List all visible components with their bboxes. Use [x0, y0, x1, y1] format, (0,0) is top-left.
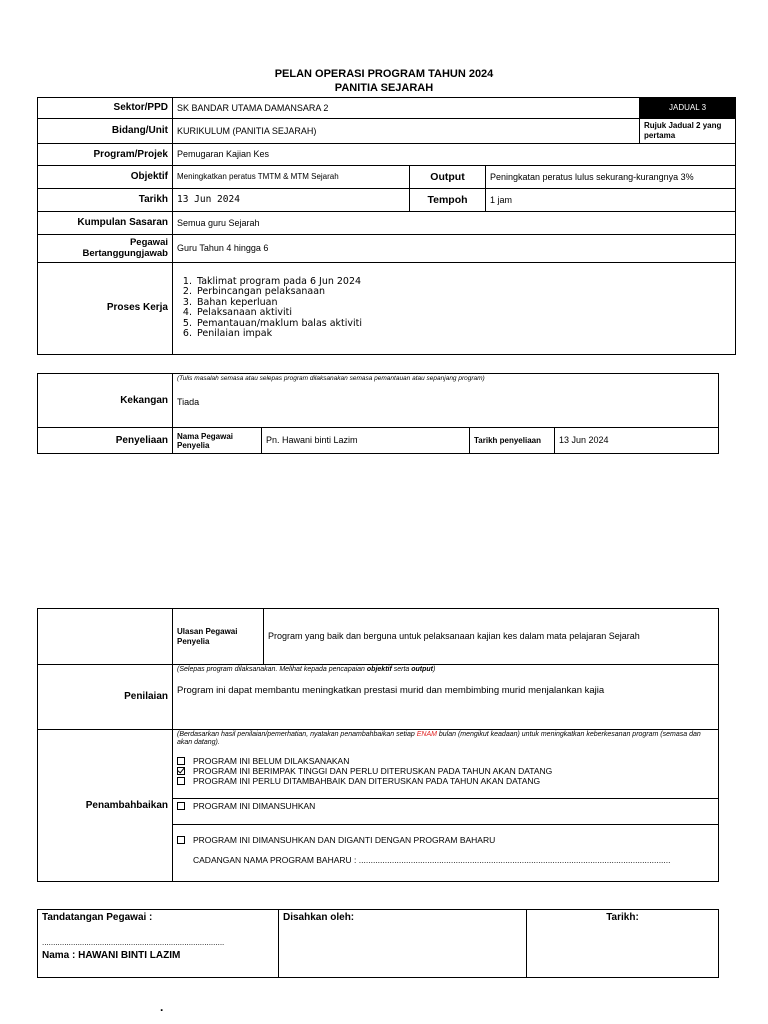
disahkan-label: Disahkan oleh: [279, 910, 527, 978]
penambahbaikan-options [177, 756, 714, 786]
rujuk-note: Rujuk Jadual 2 yang pertama [640, 119, 736, 144]
cadangan-line: CADANGAN NAMA PROGRAM BAHARU : .................................................................................................................................... [193, 855, 671, 865]
nama-pegawai-value: Pn. Hawani binti Lazim [262, 428, 470, 454]
kekangan-cell [173, 374, 719, 428]
nama-pegawai-label: Nama Pegawai Penyelia [173, 428, 262, 454]
penambahbaikan-note: (Berdasarkan hasil penilaian/pemerhatian, nyatakan penambahbaikan setiap ENAM bulan (mengikut keadaan) untuk meningkatkan keberkesanan program (semasa dan akan datang). [177, 731, 701, 746]
footer-mark: . [160, 1000, 164, 1014]
penilaian-table [37, 608, 719, 882]
jadual-badge: JADUAL 3 [640, 98, 736, 119]
sektor-value: SK BANDAR UTAMA DAMANSARA 2 [173, 98, 640, 119]
option-berimpak[interactable]: PROGRAM INI BERIMPAK TINGGI DAN PERLU DITERUSKAN PADA TAHUN AKAN DATANG [177, 766, 714, 776]
penambahbaikan-cell [173, 730, 719, 799]
tarikh-penyeliaan-label: Tarikh penyeliaan [470, 428, 555, 454]
proses-step: 3. Bahan keperluan [195, 298, 731, 309]
proses-step: 4. Pelaksanaan aktiviti [195, 308, 731, 319]
kekangan-table [37, 373, 719, 454]
objektif-label: Objektif [38, 166, 173, 189]
kekangan-label: Kekangan [38, 374, 173, 428]
proses-step: 1. Taklimat program pada 6 Jun 2024 [195, 277, 731, 288]
tarikh-value: 13 Jun 2024 [173, 189, 410, 212]
info-table [37, 97, 736, 355]
page-title: PELAN OPERASI PROGRAM TAHUN 2024 [274, 68, 494, 80]
checkbox-checked-icon[interactable] [177, 767, 185, 775]
penambahbaikan-label: Penambahbaikan [38, 730, 173, 882]
bidang-value: KURIKULUM (PANITIA SEJARAH) [173, 119, 640, 144]
proses-step: 2. Perbincangan pelaksanaan [195, 287, 731, 298]
checkbox-icon[interactable] [177, 836, 185, 844]
objektif-value: Meningkatkan peratus TMTM & MTM Sejarah [173, 166, 410, 189]
proses-label: Proses Kerja [38, 262, 173, 354]
pegawai-value: Guru Tahun 4 hingga 6 [173, 235, 736, 263]
tempoh-label: Tempoh [410, 189, 486, 212]
penilaian-value: Program ini dapat membantu meningkatkan prestasi murid dan membimbing murid menjalankan kajia [177, 685, 605, 697]
penyeliaan-label: Penyeliaan [38, 428, 173, 454]
ulasan-label: Ulasan Pegawai Penyelia [173, 609, 264, 665]
bidang-label: Bidang/Unit [38, 119, 173, 144]
signature-line: .................................................................................. [42, 938, 225, 947]
proses-step: 5. Pemantauan/maklum balas aktiviti [195, 319, 731, 330]
option-diganti[interactable]: PROGRAM INI DIMANSUHKAN DAN DIGANTI DENGAN PROGRAM BAHARU [177, 835, 714, 845]
pegawai-label: Pegawai Bertanggungjawab [38, 235, 173, 263]
checkbox-icon[interactable] [177, 757, 185, 765]
checkbox-icon[interactable] [177, 777, 185, 785]
penilaian-label: Penilaian [38, 665, 173, 730]
tarikh-label: Tarikh [38, 189, 173, 212]
dimansuhkan-cell [173, 799, 719, 825]
tarikh-sign-label: Tarikh: [527, 910, 719, 978]
option-belum[interactable]: PROGRAM INI BELUM DILAKSANAKAN [177, 756, 714, 766]
proses-value [173, 262, 736, 354]
tarikh-penyeliaan-value: 13 Jun 2024 [555, 428, 719, 454]
penilaian-note: (Selepas program dilaksanakan. Melihat kepada pencapaian objektif serta output) [177, 666, 436, 673]
blank-cell [38, 609, 173, 665]
sektor-label: Sektor/PPD [38, 98, 173, 119]
sasaran-value: Semua guru Sejarah [173, 212, 736, 235]
kekangan-value: Tiada [177, 396, 200, 407]
proses-step: 6. Penilaian impak [195, 329, 731, 340]
tandatangan-label: Tandatangan Pegawai : [42, 912, 153, 923]
output-value: Peningkatan peratus lulus sekurang-kurangnya 3% [486, 166, 736, 189]
proses-list [177, 277, 731, 340]
program-value: Pemugaran Kajian Kes [173, 144, 736, 166]
nama-pegawai: Nama : HAWANI BINTI LAZIM [42, 949, 181, 961]
signature-table [37, 909, 719, 978]
option-ditambahbaik[interactable]: PROGRAM INI PERLU DITAMBAHBAIK DAN DITERUSKAN PADA TAHUN AKAN DATANG [177, 776, 714, 786]
option-dimansuhkan[interactable]: PROGRAM INI DIMANSUHKAN [177, 801, 714, 811]
program-label: Program/Projek [38, 144, 173, 166]
page-subtitle: PANITIA SEJARAH [334, 82, 434, 94]
ulasan-value: Program yang baik dan berguna untuk pelaksanaan kajian kes dalam mata pelajaran Sejarah [264, 609, 719, 665]
tempoh-value: 1 jam [486, 189, 736, 212]
sasaran-label: Kumpulan Sasaran [38, 212, 173, 235]
tandatangan-cell [38, 910, 279, 978]
output-label: Output [410, 166, 486, 189]
diganti-cell [173, 825, 719, 882]
kekangan-note: (Tulis masalah semasa atau selepas program dilaksanakan semasa pemantauan atau sepanjang program) [177, 375, 485, 382]
penilaian-cell [173, 665, 719, 730]
checkbox-icon[interactable] [177, 802, 185, 810]
